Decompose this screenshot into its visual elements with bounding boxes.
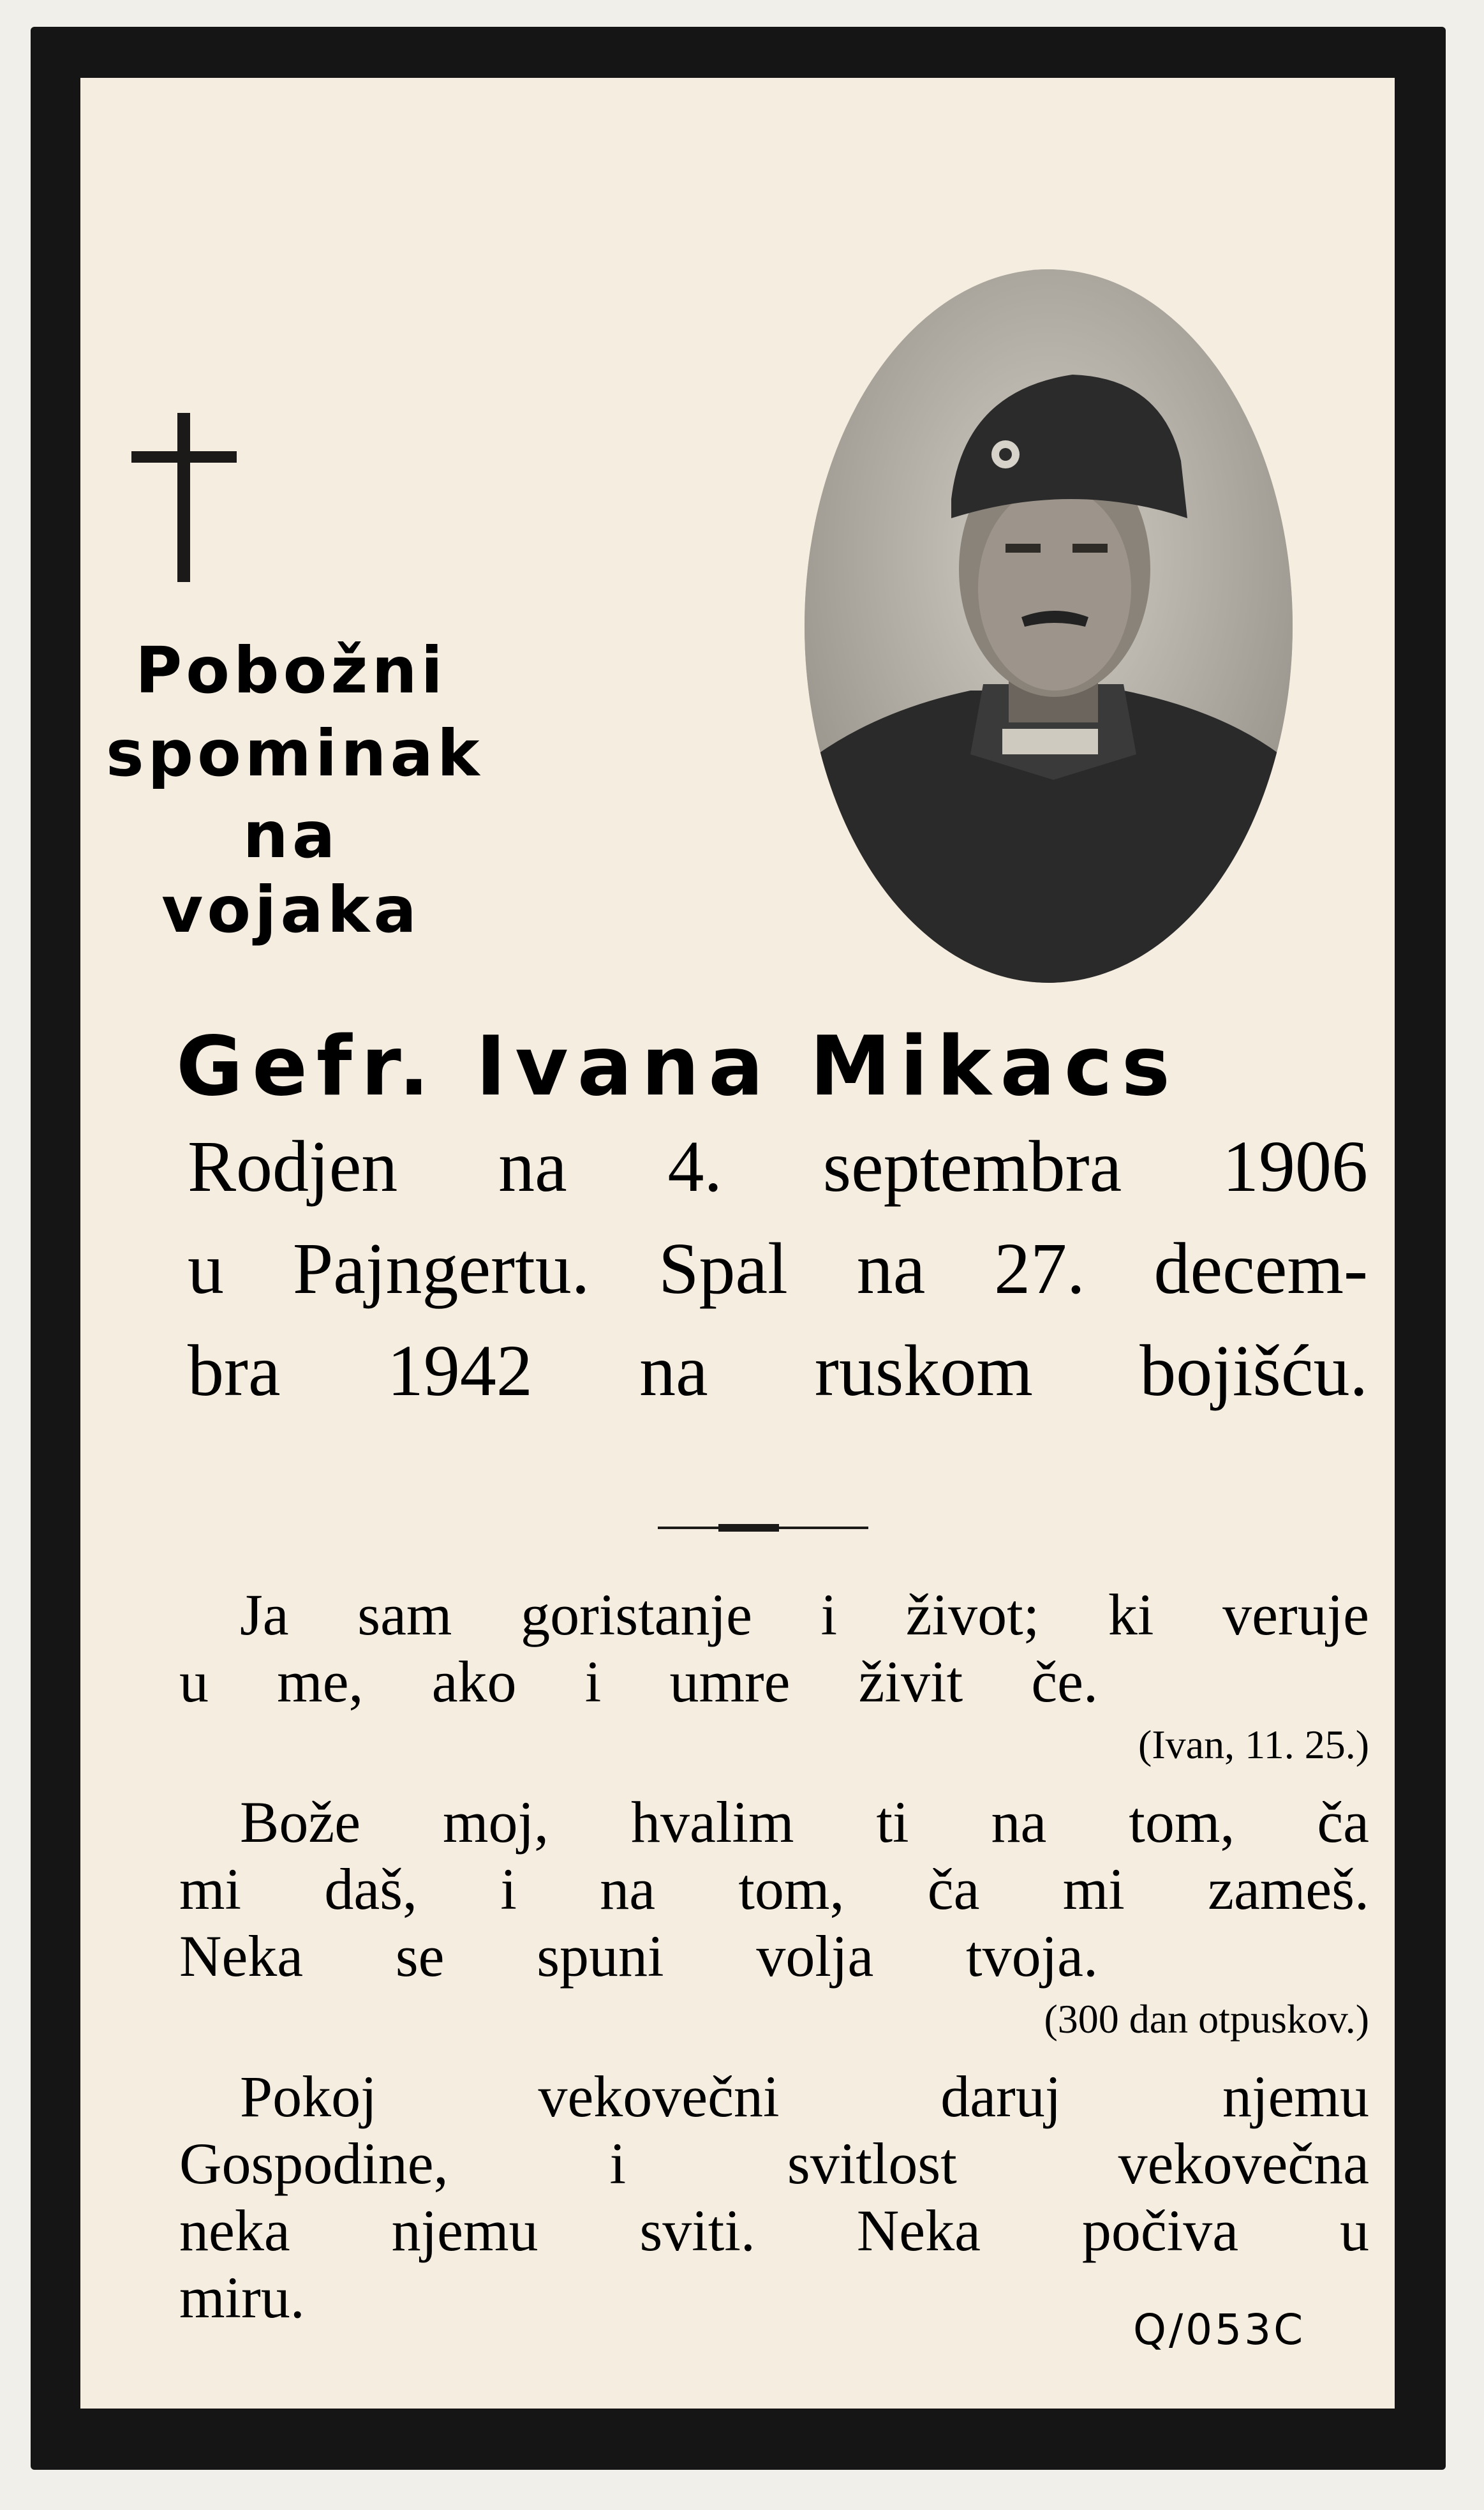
prayer1-line-2: u me, ako i umre živit če. [179,1649,1098,1714]
heading-line-2: spominak [106,716,484,791]
vita-line-3: bra 1942 na ruskom bojišću. [188,1330,1368,1411]
soldier-portrait [805,269,1293,983]
catalog-code: Q/053C [1133,2305,1306,2354]
prayer1-line-1: Ja sam goristanje i život; ki veruje [240,1582,1369,1647]
prayer3-line-1: Pokoj vekovečni daruj njemu [240,2064,1369,2129]
prayer3-line-2: Gospodine, i svitlost vekovečna [179,2131,1369,2196]
prayer2-line-2: mi daš, i na tom, ča mi zameš. [179,1856,1369,1922]
vita-line-1: Rodjen na 4. septembra 1906 [188,1126,1368,1207]
soldier-name: Gefr. Ivana Mikacs [176,1019,1179,1114]
vita-line-2: u Pajngertu. Spal na 27. decem- [188,1228,1368,1309]
prayer2-citation: (300 dan otpuskov.) [1044,1996,1369,2042]
heading-line-1: Pobožni [135,633,447,708]
prayer2-line-1: Bože moj, hvalim ti na tom, ča [240,1789,1369,1855]
prayer3-line-4: miru. [179,2265,305,2330]
memorial-card [31,27,1446,2470]
prayer3-line-3: neka njemu sviti. Neka počiva u [179,2198,1369,2263]
heading-line-3: na vojaka [161,798,420,947]
prayer2-line-3: Neka se spuni volja tvoja. [179,1924,1098,1989]
prayer1-citation: (Ivan, 11. 25.) [1138,1722,1369,1767]
card-paper [80,78,1395,2409]
